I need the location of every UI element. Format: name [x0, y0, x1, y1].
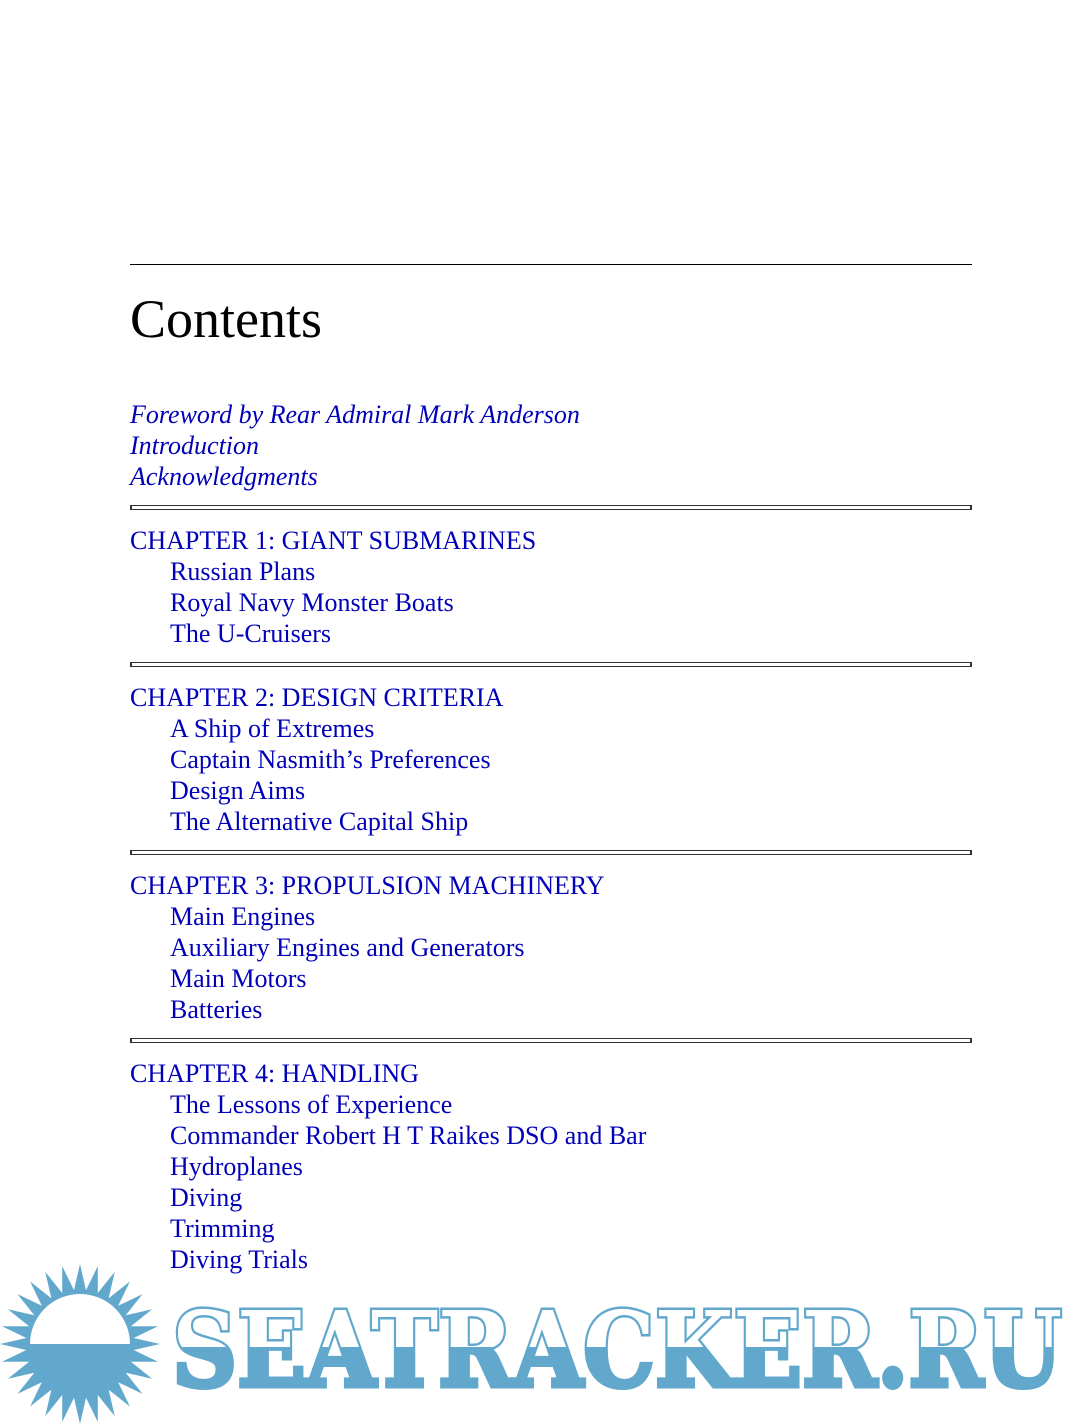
section-link[interactable]: Captain Nasmith’s Preferences — [170, 745, 491, 774]
section-link[interactable]: Main Motors — [170, 964, 307, 993]
chapter-2 — [130, 682, 972, 837]
contents-page — [130, 264, 972, 1275]
chapter-4 — [130, 1058, 972, 1275]
section-divider — [130, 505, 972, 510]
page-title: Contents — [130, 289, 323, 349]
front-matter-list — [130, 399, 972, 492]
section-link[interactable]: Hydroplanes — [170, 1152, 303, 1181]
section-link[interactable]: A Ship of Extremes — [170, 714, 375, 743]
front-matter-foreword-link[interactable]: Foreword by Rear Admiral Mark Anderson — [130, 400, 580, 429]
section-link[interactable]: The U-Cruisers — [170, 619, 332, 648]
section-link[interactable]: Diving — [170, 1183, 243, 1212]
chapter-link[interactable]: CHAPTER 1: GIANT SUBMARINES — [130, 526, 537, 555]
section-link[interactable]: The Alternative Capital Ship — [170, 807, 469, 836]
section-link[interactable]: Design Aims — [170, 776, 306, 805]
section-link[interactable]: Auxiliary Engines and Generators — [170, 933, 525, 962]
sunburst-icon — [0, 1264, 160, 1424]
section-link[interactable]: Russian Plans — [170, 557, 316, 586]
chapter-link[interactable]: CHAPTER 4: HANDLING — [130, 1059, 419, 1088]
chapter-1 — [130, 525, 972, 649]
front-matter-introduction-link[interactable]: Introduction — [130, 431, 260, 460]
section-link[interactable]: Diving Trials — [170, 1245, 308, 1274]
section-link[interactable]: Batteries — [170, 995, 263, 1024]
front-matter-acknowledgments-link[interactable]: Acknowledgments — [130, 462, 318, 491]
chapter-3 — [130, 870, 972, 1025]
chapter-link[interactable]: CHAPTER 3: PROPULSION MACHINERY — [130, 871, 605, 900]
section-divider — [130, 662, 972, 667]
section-link[interactable]: The Lessons of Experience — [170, 1090, 453, 1119]
section-link[interactable]: Royal Navy Monster Boats — [170, 588, 454, 617]
watermark — [0, 1262, 1080, 1425]
section-divider — [130, 1038, 972, 1043]
watermark-text: SEATRACKER.RU — [172, 1288, 1062, 1411]
section-divider — [130, 850, 972, 855]
section-link[interactable]: Trimming — [170, 1214, 275, 1243]
top-rule — [130, 264, 972, 265]
section-link[interactable]: Commander Robert H T Raikes DSO and Bar — [170, 1121, 647, 1150]
section-link[interactable]: Main Engines — [170, 902, 316, 931]
chapter-link[interactable]: CHAPTER 2: DESIGN CRITERIA — [130, 683, 504, 712]
